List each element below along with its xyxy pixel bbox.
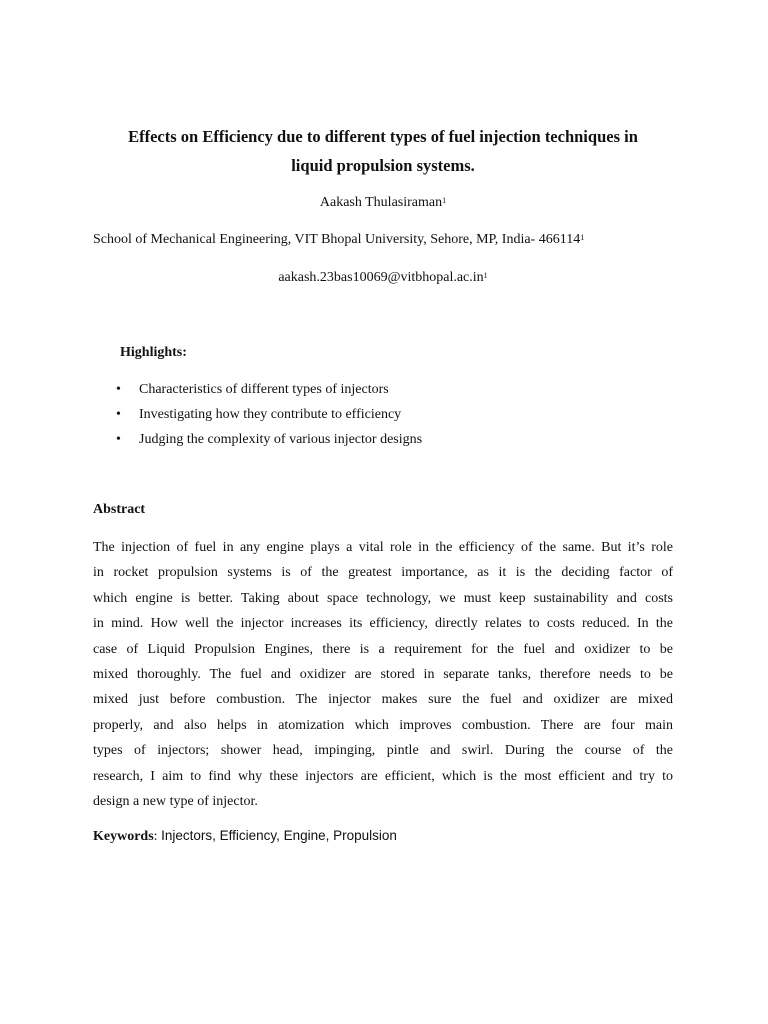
author-affiliation <box>93 231 693 249</box>
abstract-line: mixed thoroughly. The fuel and oxidizer are stored in separate tanks, therefore needs to be <box>93 666 673 682</box>
abstract-line: design a new type of injector. <box>93 793 258 809</box>
title-line-1: Effects on Efficiency due to different types of fuel injection techniques in <box>128 127 638 146</box>
highlight-text: Investigating how they contribute to efficiency <box>139 407 402 422</box>
bullet-icon: • <box>116 407 121 422</box>
title-line-2: liquid propulsion systems. <box>291 156 475 175</box>
highlight-item <box>112 405 422 430</box>
abstract-line: The injection of fuel in any engine plays a vital role in the efficiency of the same. But it’s role <box>93 540 673 555</box>
abstract-line: mixed just before combustion. The injector makes sure the fuel and oxidizer are mixed <box>93 692 673 708</box>
affiliation-superscript: 1 <box>580 233 585 242</box>
affiliation-text: School of Mechanical Engineering, VIT Bhopal University, Sehore, MP, India- 466114 <box>93 232 581 247</box>
author-text: Aakash Thulasiraman <box>319 195 443 210</box>
abstract-line: types of injectors; shower head, impinging, pintle and swirl. During the course of the <box>93 743 673 759</box>
abstract-line: in rocket propulsion systems is of the greatest importance, as it is the deciding factor of <box>93 565 673 581</box>
abstract-heading: Abstract <box>93 502 146 517</box>
keywords-separator: : <box>153 829 162 844</box>
author-name <box>93 194 673 212</box>
abstract-line: which engine is better. Taking about space technology, we must keep sustainability and costs <box>93 590 673 606</box>
author-email <box>93 269 673 287</box>
author-superscript: 1 <box>442 196 447 205</box>
paper-title <box>93 122 673 180</box>
keywords-label: Keywords <box>93 829 154 844</box>
highlight-item <box>112 430 422 455</box>
abstract-body <box>93 537 673 816</box>
highlights-list <box>112 380 422 455</box>
highlight-text: Judging the complexity of various injector designs <box>139 432 423 447</box>
bullet-icon: • <box>116 432 121 447</box>
abstract-line: case of Liquid Propulsion Engines, there is a requirement for the fuel and oxidizer to be <box>93 641 673 657</box>
abstract-line: properly, and also helps in atomization which improves combustion. There are four main <box>93 717 673 733</box>
email-superscript: 1 <box>483 271 488 280</box>
bullet-icon: • <box>116 382 121 397</box>
keywords <box>93 827 397 846</box>
keywords-values: Injectors, Efficiency, Engine, Propulsion <box>161 828 397 843</box>
email-text: aakash.23bas10069@vitbhopal.ac.in <box>278 270 484 285</box>
abstract-line: in mind. How well the injector increases its efficiency, directly relates to costs reduced. In the <box>93 616 673 632</box>
highlight-item <box>112 380 422 405</box>
abstract-line: research, I aim to find why these injectors are efficient, which is the most efficient and try to <box>93 768 673 784</box>
highlight-text: Characteristics of different types of injectors <box>139 382 389 397</box>
highlights-heading: Highlights: <box>120 345 187 360</box>
